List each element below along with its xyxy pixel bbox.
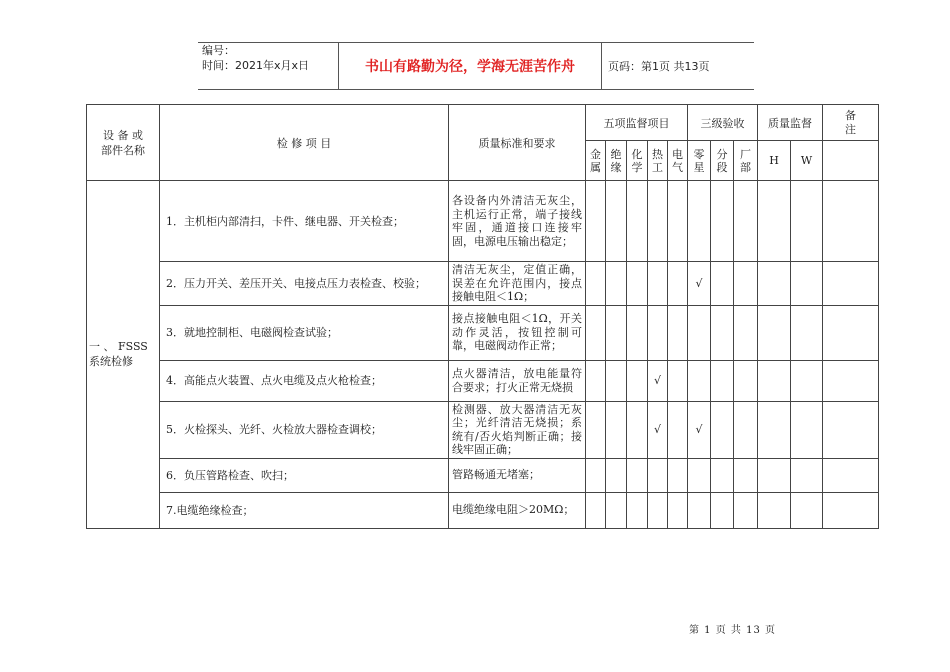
check-cell bbox=[627, 360, 648, 401]
check-cell bbox=[688, 492, 711, 528]
check-cell bbox=[586, 262, 606, 306]
check-cell bbox=[823, 492, 879, 528]
check-cell bbox=[668, 262, 688, 306]
sub-quality-w: W bbox=[791, 141, 823, 181]
check-cell bbox=[688, 458, 711, 492]
check-cell bbox=[627, 181, 648, 262]
group-quality-supervision: 质量监督 bbox=[758, 105, 823, 141]
check-cell bbox=[586, 360, 606, 401]
check-cell bbox=[734, 181, 758, 262]
header-page-code: 页码：第1页 共13页 bbox=[608, 60, 710, 73]
check-cell bbox=[711, 181, 734, 262]
sub-section: 分 段 bbox=[711, 141, 734, 181]
check-cell bbox=[668, 401, 688, 458]
standard-cell: 接点接触电阻＜1Ω，开关动作灵活，按钮控制可靠，电磁阀动作正常； bbox=[449, 305, 586, 360]
check-cell: √ bbox=[648, 360, 668, 401]
col-item-header: 检 修 项 目 bbox=[160, 105, 449, 181]
check-cell bbox=[734, 458, 758, 492]
check-cell bbox=[586, 181, 606, 262]
check-cell bbox=[606, 262, 627, 306]
check-cell bbox=[606, 401, 627, 458]
check-cell bbox=[791, 360, 823, 401]
header-motto: 书山有路勤为径，学海无涯苦作舟 bbox=[365, 59, 575, 75]
check-cell bbox=[688, 181, 711, 262]
sub-thermal: 热 工 bbox=[648, 141, 668, 181]
check-cell bbox=[711, 492, 734, 528]
check-cell bbox=[648, 458, 668, 492]
check-cell bbox=[823, 305, 879, 360]
check-cell bbox=[758, 360, 791, 401]
item-cell: 4．高能点火装置、点火电缆及点火枪检查； bbox=[160, 360, 449, 401]
check-cell bbox=[606, 181, 627, 262]
check-cell bbox=[758, 181, 791, 262]
col-equipment-header: 设 备 或 部件名称 bbox=[87, 105, 160, 181]
check-cell bbox=[758, 305, 791, 360]
check-cell bbox=[711, 262, 734, 306]
check-cell bbox=[648, 305, 668, 360]
check-cell bbox=[734, 401, 758, 458]
col-standard-header: 质量标准和要求 bbox=[449, 105, 586, 181]
item-cell: 2．压力开关、差压开关、电接点压力表检查、校验； bbox=[160, 262, 449, 306]
standard-cell: 管路畅通无堵塞； bbox=[449, 458, 586, 492]
document-header bbox=[198, 42, 754, 90]
remark-blank bbox=[823, 141, 879, 181]
check-cell bbox=[758, 458, 791, 492]
standard-cell: 检测器、放大器清洁无灰尘；光纤清洁无烧损；系统有/否火焰判断正确；接线牢固正确； bbox=[449, 401, 586, 458]
check-cell bbox=[627, 401, 648, 458]
check-cell bbox=[711, 458, 734, 492]
check-cell bbox=[734, 305, 758, 360]
standard-cell: 点火器清洁，放电能量符合要求；打火正常无烧损 bbox=[449, 360, 586, 401]
sub-sporadic: 零 星 bbox=[688, 141, 711, 181]
table-row bbox=[87, 492, 879, 528]
standard-cell: 电缆绝缘电阻＞20MΩ； bbox=[449, 492, 586, 528]
standard-cell: 各设备内外清洁无灰尘，主机运行正常，端子接线牢固，通道接口连接牢固，电源电压输出稳定； bbox=[449, 181, 586, 262]
check-cell bbox=[823, 401, 879, 458]
maintenance-table bbox=[86, 104, 879, 529]
check-cell bbox=[758, 401, 791, 458]
item-cell: 5．火检探头、光纤、火检放大器检查调校； bbox=[160, 401, 449, 458]
check-cell bbox=[791, 492, 823, 528]
check-cell bbox=[711, 360, 734, 401]
check-cell bbox=[791, 401, 823, 458]
header-row-1 bbox=[87, 105, 879, 141]
check-cell bbox=[586, 458, 606, 492]
check-cell bbox=[758, 492, 791, 528]
check-cell bbox=[668, 181, 688, 262]
check-cell bbox=[627, 492, 648, 528]
check-cell bbox=[734, 360, 758, 401]
item-cell: 3．就地控制柜、电磁阀检查试验； bbox=[160, 305, 449, 360]
check-cell bbox=[586, 401, 606, 458]
check-cell bbox=[823, 360, 879, 401]
check-cell: √ bbox=[688, 401, 711, 458]
time-label: 时间：2021年x月x日 bbox=[202, 59, 310, 72]
sub-quality-h: H bbox=[758, 141, 791, 181]
item-cell: 1．主机柜内部清扫，卡件、继电器、开关检查； bbox=[160, 181, 449, 262]
check-cell bbox=[586, 492, 606, 528]
table-row bbox=[87, 262, 879, 306]
sub-electrical: 电 气 bbox=[668, 141, 688, 181]
check-cell bbox=[668, 458, 688, 492]
check-cell bbox=[758, 262, 791, 306]
check-cell bbox=[606, 492, 627, 528]
check-cell bbox=[668, 305, 688, 360]
check-cell bbox=[668, 492, 688, 528]
check-cell bbox=[791, 458, 823, 492]
group-three-acceptance: 三级验收 bbox=[688, 105, 758, 141]
check-cell bbox=[711, 401, 734, 458]
check-cell: √ bbox=[688, 262, 711, 306]
check-cell bbox=[627, 305, 648, 360]
group-five-supervision: 五项监督项目 bbox=[586, 105, 688, 141]
col-remark-header: 备 注 bbox=[823, 105, 879, 141]
check-cell bbox=[823, 181, 879, 262]
sub-plant: 厂 部 bbox=[734, 141, 758, 181]
check-cell bbox=[688, 305, 711, 360]
check-cell bbox=[688, 360, 711, 401]
standard-cell: 清洁无灰尘，定值正确，误差在允许范围内，接点接触电阻＜1Ω； bbox=[449, 262, 586, 306]
check-cell: √ bbox=[648, 401, 668, 458]
item-cell: 6．负压管路检查、吹扫； bbox=[160, 458, 449, 492]
check-cell bbox=[734, 262, 758, 306]
check-cell bbox=[791, 262, 823, 306]
check-cell bbox=[586, 305, 606, 360]
equipment-name-cell: 一 、 FSSS 系统检修 bbox=[87, 181, 160, 529]
page-footer: 第 1 页 共 13 页 bbox=[689, 625, 776, 636]
check-cell bbox=[668, 360, 688, 401]
check-cell bbox=[734, 492, 758, 528]
table-row bbox=[87, 360, 879, 401]
table-row bbox=[87, 181, 879, 262]
check-cell bbox=[791, 181, 823, 262]
check-cell bbox=[648, 181, 668, 262]
check-cell bbox=[791, 305, 823, 360]
check-cell bbox=[648, 262, 668, 306]
check-cell bbox=[711, 305, 734, 360]
number-label: 编号： bbox=[202, 44, 235, 57]
table-row bbox=[87, 305, 879, 360]
check-cell bbox=[823, 458, 879, 492]
sub-metal: 金 属 bbox=[586, 141, 606, 181]
check-cell bbox=[606, 305, 627, 360]
item-cell: 7.电缆绝缘检查； bbox=[160, 492, 449, 528]
header-left-block bbox=[202, 43, 309, 73]
check-cell bbox=[627, 458, 648, 492]
table-row bbox=[87, 458, 879, 492]
check-cell bbox=[606, 360, 627, 401]
sub-insulation: 绝 缘 bbox=[606, 141, 627, 181]
header-divider bbox=[601, 43, 602, 89]
check-cell bbox=[823, 262, 879, 306]
table-row bbox=[87, 401, 879, 458]
check-cell bbox=[627, 262, 648, 306]
check-cell bbox=[606, 458, 627, 492]
check-cell bbox=[648, 492, 668, 528]
sub-chemistry: 化 学 bbox=[627, 141, 648, 181]
